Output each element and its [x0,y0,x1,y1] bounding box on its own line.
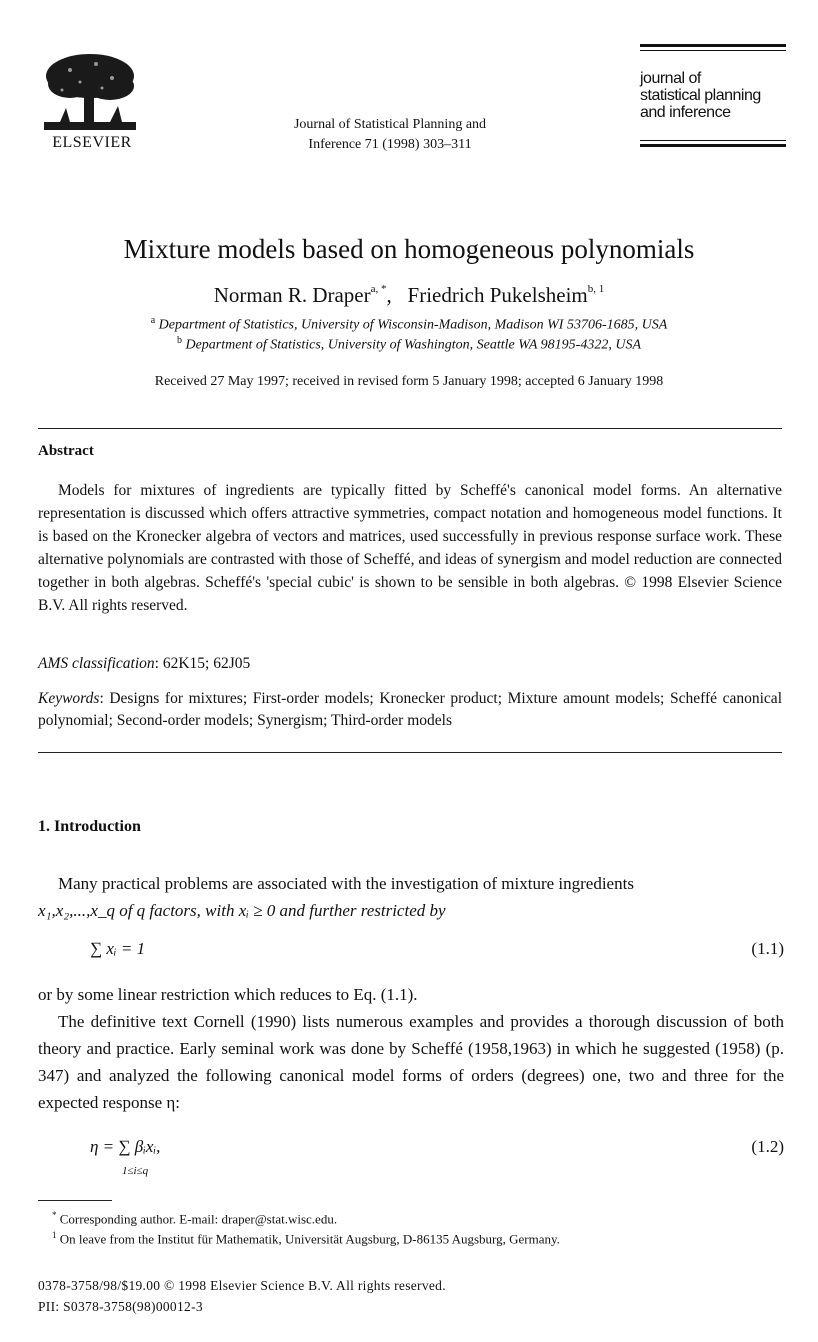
publisher-name: ELSEVIER [52,134,132,151]
keywords-label: Keywords [38,690,100,707]
footnote-2 [52,1230,772,1247]
equation-number: (1.1) [751,939,784,958]
equation-subscript: 1≤i≤q [122,1165,149,1177]
author-2-mark: b, 1 [587,283,605,295]
received-dates: Received 27 May 1997; received in revised form 5 January 1998; accepted 6 January 1998 [154,374,664,389]
paragraph-line: x₁,x₂,...,x_q of q factors, with xᵢ ≥ 0 and further restricted by [38,901,446,920]
equation-body: ∑ xᵢ = 1 [90,939,146,958]
ams-value: : 62K15; 62J05 [154,655,251,672]
keywords-value: : Designs for mixtures; First-order models; Kronecker product; Mixture amount models; Scheffé canonical polynomial; Second-order models; Synergism; Third-order models [38,690,782,729]
keywords [38,688,782,732]
footnote-rule [38,1200,112,1201]
footnote-2-text: On leave from the Institut für Mathematik, Universität Augsburg, D-86135 Augsburg, Germany. [59,1231,560,1247]
journal-brand [640,70,800,121]
footnote-1-mark: * [52,1210,57,1220]
equation-1-1 [38,939,784,959]
paragraph: or by some linear restriction which reduces to Eq. (1.1). [38,985,418,1004]
aff-b-text: Department of Statistics, University of Washington, Seattle WA 98195-4322, USA [185,337,642,353]
journal-ref-line2: Inference 71 (1998) 303–311 [308,137,472,152]
aff-b-mark: b [176,335,182,346]
issn-copyright: 0378-3758/98/$19.00 © 1998 Elsevier Science B.V. All rights reserved. [38,1278,446,1293]
footnote-2-mark: 1 [52,1230,57,1240]
footnote-1-text: Corresponding author. E-mail: draper@stat.wisc.edu. [59,1211,338,1227]
paper-title: Mixture models based on homogeneous polynomials [123,234,695,264]
footnote-1 [52,1210,772,1227]
section-heading: 1. Introduction [38,818,141,835]
aff-a-mark: a [150,315,156,326]
elsevier-tree-logo-icon [40,50,140,132]
paragraph: The definitive text Cornell (1990) lists numerous examples and provides a thorough discussion of both theory and practice. Early seminal work was done by Scheffé (1958,1963) in which he suggested (1958) (p. 347) and analyzed the following canonical model forms of orders (degrees) one, two and three for the expected response η: [38,1012,784,1112]
equation-1-2 [38,1137,784,1157]
journal-reference [230,115,550,155]
equation-number: (1.2) [751,1137,784,1156]
divider [38,428,782,429]
brand-line3: and inference [640,104,731,121]
ams-classification [38,655,250,673]
brand-line2: statistical planning [640,87,761,104]
brand-rule-top [640,44,786,47]
equation-body: η = ∑ βᵢxᵢ, [90,1137,161,1156]
ams-label: AMS classification [38,655,155,672]
paragraph-line: Many practical problems are associated with the investigation of mixture ingredients [58,874,634,893]
affiliation-a [0,315,818,334]
aff-a-text: Department of Statistics, University of Wisconsin-Madison, Madison WI 53706-1685, USA [158,317,668,333]
abstract-text: Models for mixtures of ingredients are typically fitted by Scheffé's canonical model forms. An alternative representation is discussed which offers attractive symmetries, compact notation and homogeneous model functions. It is based on the Kronecker algebra of vectors and matrices, used successfully in previous response surface work. These alternative polynomials are contrasted with those of Scheffé, and ideas of synergism and model reduction are connected together in both algebras. Scheffé's 'special cubic' is shown to be sensible in both algebras. © 1998 Elsevier Science B.V. All rights reserved. [38,482,782,614]
author-1: Norman R. Draper [213,283,371,307]
journal-ref-line1: Journal of Statistical Planning and [293,117,487,132]
author-1-mark: a, * [370,283,387,295]
author-line: Norman R. Draper$^{a, *}$, Friedrich Pukelsheim$^{b, 1}$ [213,283,605,307]
affiliation-b [0,335,818,354]
author-2: Friedrich Pukelsheim [407,283,588,307]
abstract-heading: Abstract [38,443,94,459]
brand-rule-bottom [640,144,786,147]
brand-line1: journal of [640,70,701,87]
brand-rule-bottom-thin [640,140,786,141]
pii-line: PII: S0378-3758(98)00012-3 [38,1299,203,1314]
brand-rule-top-thin [640,50,786,51]
divider [38,752,782,753]
